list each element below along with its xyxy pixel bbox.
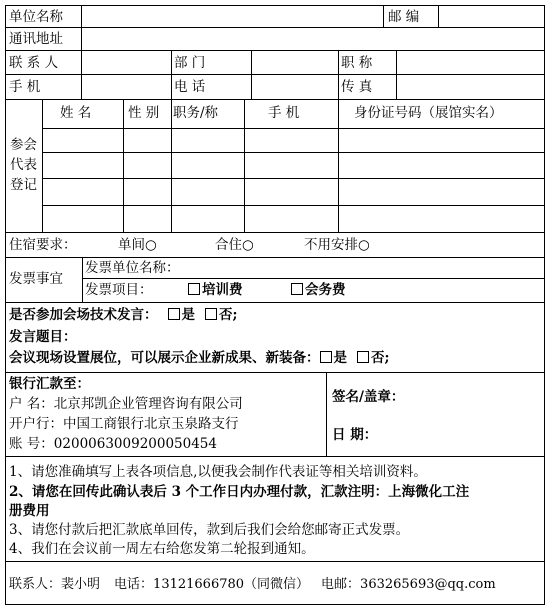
row-divider — [6, 561, 545, 562]
note-4: 4、我们在会议前一周左右给您发第二轮报到通知。 — [9, 541, 315, 557]
col-divider — [338, 50, 339, 99]
col-divider — [396, 50, 397, 99]
row-divider — [82, 278, 545, 279]
invoice-item-conference-label: 会务费 — [305, 282, 346, 298]
attendee-row-divider — [42, 178, 545, 179]
speech-no-label: 否; — [219, 307, 238, 323]
account-name: 北京邦凯企业管理咨询有限公司 — [53, 396, 243, 412]
footer-contact-label: 联系人： — [9, 577, 62, 592]
col-divider — [42, 99, 43, 232]
bank-name: 中国工商银行北京玉泉路支行 — [63, 416, 239, 432]
header-mobile: 手 机 — [268, 105, 300, 121]
checkbox-icon[interactable] — [168, 308, 180, 320]
attendee-section-label-3: 登记 — [10, 177, 37, 193]
row-divider — [6, 99, 545, 100]
footer-phone-label: 电话： — [114, 577, 154, 592]
invoice-label: 发票事宜 — [9, 271, 63, 287]
attendee-section-label-1: 参会 — [10, 137, 37, 153]
col-divider — [82, 257, 83, 302]
note-1: 1、请您准确填写上表各项信息,以便我会制作代表证等相关培训资料。 — [9, 464, 427, 480]
checkbox-icon[interactable] — [205, 308, 217, 320]
speech-question — [9, 306, 237, 324]
exhibit-no-label: 否; — [371, 350, 390, 366]
fax-label: 传 真 — [341, 79, 373, 95]
speech-topic-label: 发言题目： — [9, 329, 77, 345]
row-divider — [6, 74, 545, 75]
lodging-label: 住宿要求： — [9, 237, 77, 253]
col-divider — [81, 50, 82, 99]
lodging-option-single[interactable]: 单间○ — [118, 237, 157, 253]
account-no-row — [9, 435, 217, 453]
account-name-row — [9, 395, 243, 413]
exhibit-question-text: 会议现场设置展位，可以展示企业新成果、新装备： — [9, 350, 320, 366]
checkbox-icon[interactable] — [320, 351, 332, 363]
account-no-label: 账 号： — [9, 436, 54, 452]
position-label: 职 称 — [341, 55, 373, 71]
row-divider — [6, 372, 545, 373]
speech-yes-label: 是 — [181, 307, 195, 323]
col-divider — [171, 50, 172, 99]
footer-email-label: 电邮： — [321, 577, 361, 592]
lodging-option-none[interactable]: 不用安排○ — [304, 237, 370, 253]
sign-label: 签名/盖章： — [332, 389, 405, 405]
col-divider — [171, 99, 172, 232]
account-no: 0200063009200050454 — [53, 436, 217, 452]
note-3: 3、请您付款后把汇款底单回传，款到后我们会给您邮寄正式发票。 — [9, 522, 410, 538]
header-name: 姓 名 — [60, 105, 92, 121]
dept-label: 部 门 — [174, 55, 206, 71]
attendee-section-label-2: 代表 — [10, 157, 37, 173]
invoice-item-training-label: 培训费 — [202, 282, 243, 298]
registration-form — [5, 5, 545, 605]
invoice-item-label: 发票项目： — [85, 282, 153, 298]
bank-name-label: 开户行： — [9, 416, 63, 432]
col-divider — [438, 6, 439, 27]
attendee-row-divider — [42, 152, 545, 153]
checkbox-icon[interactable] — [291, 283, 303, 295]
phone-label: 电 话 — [174, 79, 206, 95]
footer-contact-name: 裴小明 — [61, 577, 101, 592]
invoice-item-training[interactable] — [188, 281, 243, 299]
row-divider — [6, 257, 545, 258]
address-label: 通讯地址 — [9, 31, 63, 47]
col-divider — [383, 6, 384, 27]
col-divider — [338, 99, 339, 232]
contact-label: 联 系 人 — [9, 55, 59, 71]
header-title: 职务/称 — [173, 105, 219, 121]
col-divider — [244, 99, 245, 232]
postcode-label: 邮 编 — [388, 9, 420, 25]
footer-phone: 13121666780（同微信） — [153, 577, 310, 592]
attendee-row-divider — [42, 205, 545, 206]
note-2-continued: 册费用 — [9, 503, 50, 519]
row-divider — [6, 456, 545, 457]
row-divider — [6, 302, 545, 303]
lodging-option-shared[interactable]: 合住○ — [215, 237, 254, 253]
checkbox-icon[interactable] — [188, 283, 200, 295]
exhibit-question — [9, 349, 389, 367]
invoice-item-conference[interactable] — [291, 281, 346, 299]
bank-title: 银行汇款至： — [9, 376, 90, 392]
checkbox-icon[interactable] — [357, 351, 369, 363]
header-gender: 性 别 — [128, 105, 160, 121]
footer-email[interactable]: 363265693@qq.com — [360, 577, 496, 592]
date-label: 日 期： — [332, 427, 378, 443]
note-2: 2、请您在回传此确认表后 3 个工作日内办理付款，汇款注明：上海微化工注 — [9, 484, 470, 500]
footer-contact — [9, 576, 496, 594]
mobile-label: 手 机 — [9, 79, 41, 95]
row-divider — [6, 50, 545, 51]
header-id: 身份证号码（展馆实名） — [354, 105, 503, 121]
row-divider — [6, 232, 545, 233]
col-divider — [81, 6, 82, 27]
bank-name-row — [9, 415, 239, 433]
col-divider — [123, 99, 124, 232]
col-divider — [81, 27, 82, 50]
col-divider — [251, 50, 252, 99]
attendee-row-divider — [42, 128, 545, 129]
row-divider — [6, 27, 545, 28]
unit-name-label: 单位名称 — [9, 9, 63, 25]
invoice-unit-label: 发票单位名称： — [85, 260, 180, 276]
account-name-label: 户 名： — [9, 396, 54, 412]
col-divider — [326, 372, 327, 456]
exhibit-yes-label: 是 — [333, 350, 347, 366]
speech-question-text: 是否参加会场技术发言： — [9, 307, 158, 323]
